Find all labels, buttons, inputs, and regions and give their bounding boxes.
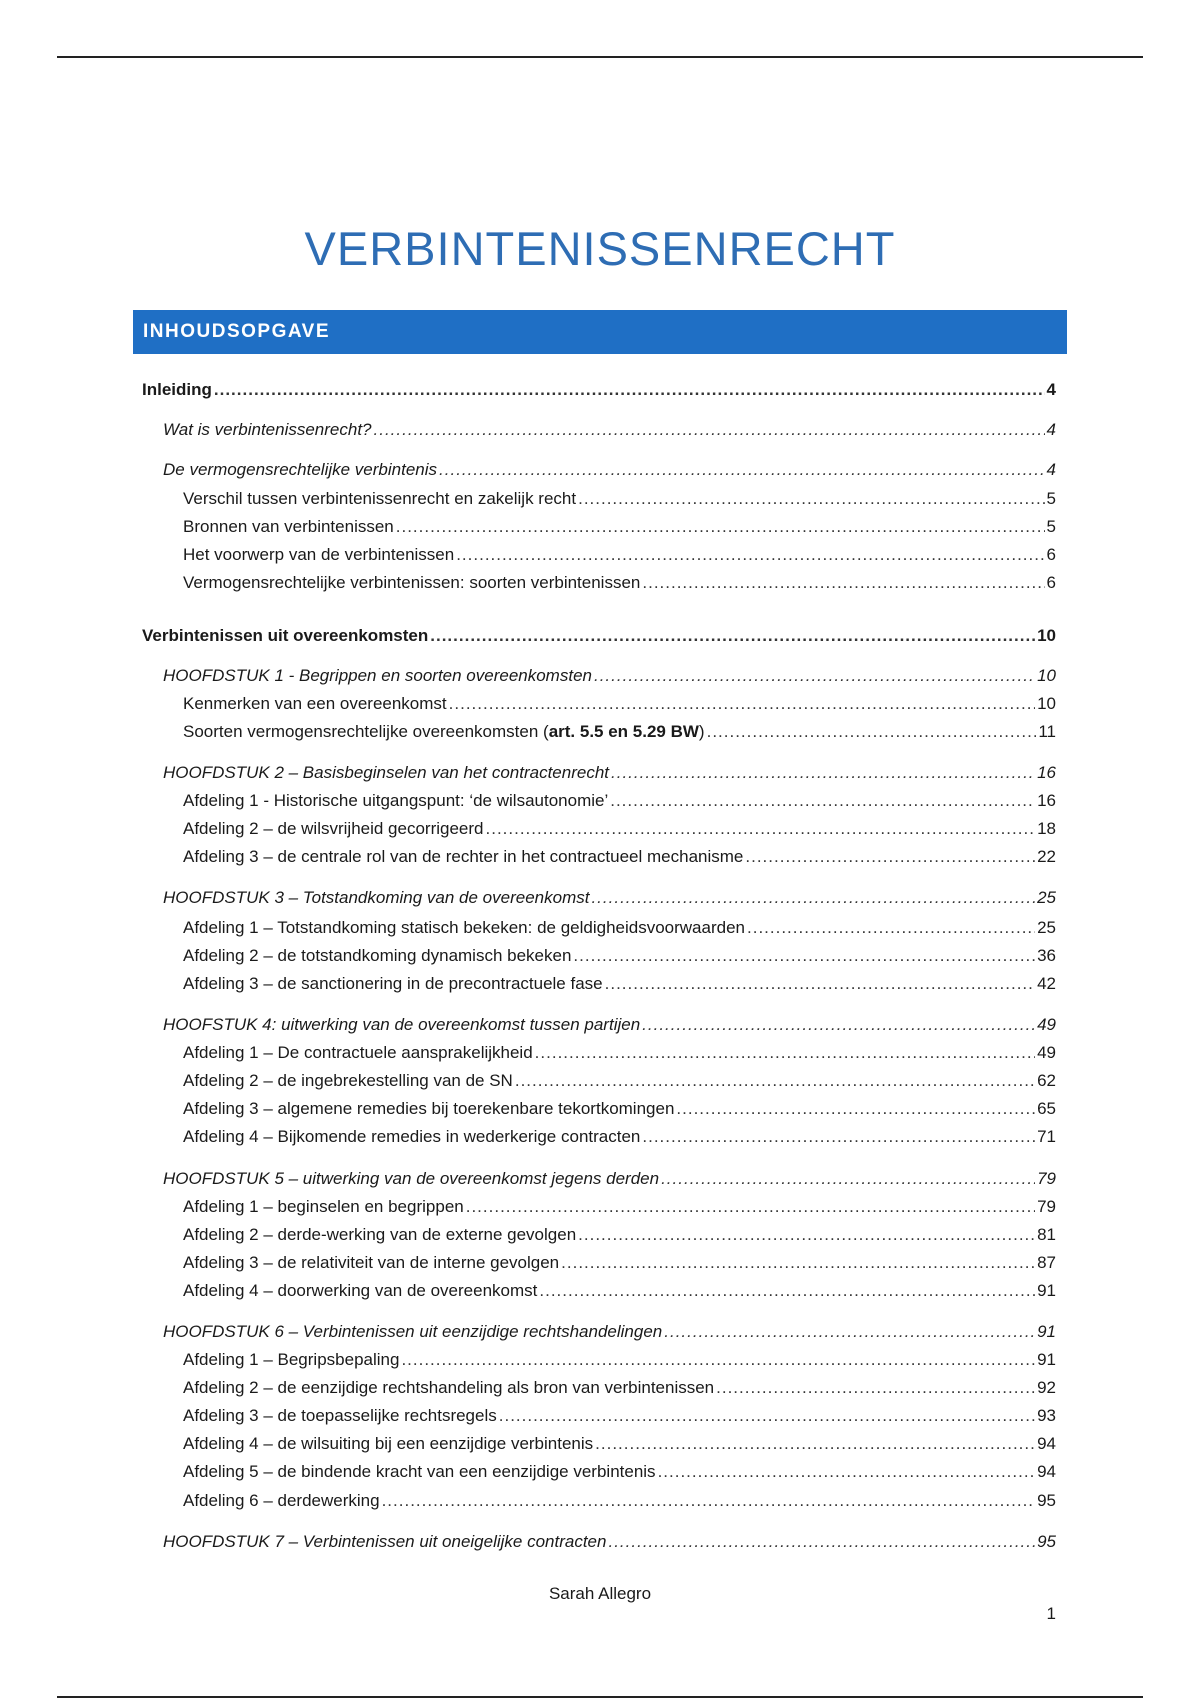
toc-entry-h4-afdeling-2[interactable] [183, 1070, 1056, 1092]
toc-dot-leader [439, 459, 1045, 481]
toc-dot-leader [747, 917, 1035, 939]
toc-dot-leader [382, 1490, 1036, 1512]
toc-entry-wat-is-verbintenissenrecht[interactable] [163, 419, 1056, 441]
toc-dot-leader [594, 665, 1035, 687]
toc-entry-page: 79 [1037, 1197, 1056, 1216]
toc-entry-label: Verschil tussen verbintenissenrecht en zakelijk recht [183, 489, 577, 508]
toc-entry-hoofdstuk-7[interactable] [163, 1531, 1056, 1553]
toc-entry-page: 4 [1046, 420, 1056, 439]
toc-entry-label: Afdeling 4 – doorwerking van de overeenkomst [183, 1281, 538, 1300]
toc-entry-page: 87 [1037, 1253, 1056, 1272]
toc-entry-label: Afdeling 1 - Historische uitgangspunt: ‘de wilsautonomie’ [183, 791, 609, 810]
toc-dot-leader [745, 846, 1035, 868]
toc-entry-label: Afdeling 2 – de wilsvrijheid gecorrigeerd [183, 819, 484, 838]
footer-author: Sarah Allegro [548, 1584, 652, 1603]
toc-entry-page: 42 [1037, 974, 1056, 993]
toc-entry-label-article: art. 5.5 en 5.29 BW [548, 722, 699, 741]
toc-dot-leader [578, 488, 1044, 510]
toc-entry-bronnen[interactable] [183, 516, 1056, 538]
toc-entry-label: HOOFDSTUK 3 – Totstandkoming van de overeenkomst [163, 888, 590, 907]
toc-entry-page: 91 [1037, 1281, 1056, 1300]
toc-dot-leader [578, 1224, 1035, 1246]
toc-entry-label: Afdeling 3 – de relativiteit van de interne gevolgen [183, 1253, 560, 1272]
toc-entry-h4-afdeling-1[interactable] [183, 1042, 1056, 1064]
toc-entry-h4-afdeling-3[interactable] [183, 1098, 1056, 1120]
toc-heading: INHOUDSOPGAVE [133, 310, 1067, 354]
toc-dot-leader [430, 625, 1035, 647]
toc-entry-page: 81 [1037, 1225, 1056, 1244]
toc-entry-page: 91 [1037, 1350, 1056, 1369]
toc-entry-page: 25 [1037, 918, 1056, 937]
toc-entry-h4-afdeling-4[interactable] [183, 1126, 1056, 1148]
toc-entry-page: 93 [1037, 1406, 1056, 1425]
toc-entry-page: 6 [1046, 545, 1056, 564]
toc-entry-label: Afdeling 2 – de totstandkoming dynamisch bekeken [183, 946, 572, 965]
toc-entry-h5-afdeling-3[interactable] [183, 1252, 1056, 1274]
toc-entry-h2-afdeling-3[interactable] [183, 846, 1056, 868]
toc-entry-page: 91 [1037, 1322, 1056, 1341]
toc-entry-soorten-overeenkomsten[interactable] [183, 721, 1056, 743]
toc-entry-label: Afdeling 3 – algemene remedies bij toerekenbare tekortkomingen [183, 1099, 675, 1118]
toc-entry-page: 10 [1037, 666, 1056, 685]
toc-entry-page: 49 [1037, 1015, 1056, 1034]
toc-entry-label: Afdeling 3 – de centrale rol van de rechter in het contractueel mechanisme [183, 847, 744, 866]
toc-entry-page: 94 [1037, 1434, 1056, 1453]
toc-entry-kenmerken[interactable] [183, 693, 1056, 715]
toc-entry-page: 62 [1037, 1071, 1056, 1090]
toc-entry-vermogensrechtelijke-verbintenis[interactable] [163, 459, 1056, 481]
toc-entry-inleiding[interactable] [142, 379, 1056, 401]
toc-entry-h6-afdeling-3[interactable] [183, 1405, 1056, 1427]
toc-entry-h2-afdeling-2[interactable] [183, 818, 1056, 840]
toc-entry-page: 25 [1037, 888, 1056, 907]
toc-entry-page: 94 [1037, 1462, 1056, 1481]
toc-entry-page: 65 [1037, 1099, 1056, 1118]
toc-entry-h3-afdeling-3[interactable] [183, 973, 1056, 995]
toc-entry-page: 95 [1037, 1491, 1056, 1510]
toc-entry-label: Afdeling 2 – de ingebrekestelling van de SN [183, 1071, 513, 1090]
toc-entry-h3-afdeling-2[interactable] [183, 945, 1056, 967]
toc-dot-leader [515, 1070, 1035, 1092]
toc-entry-page: 5 [1046, 489, 1056, 508]
toc-entry-label: Afdeling 4 – Bijkomende remedies in wederkerige contracten [183, 1127, 641, 1146]
toc-entry-label: Het voorwerp van de verbintenissen [183, 545, 455, 564]
toc-entry-hoofdstuk-5[interactable] [163, 1168, 1056, 1190]
toc-entry-h5-afdeling-1[interactable] [183, 1196, 1056, 1218]
toc-entry-label: Inleiding [142, 380, 212, 399]
toc-entry-label: Wat is verbintenissenrecht? [163, 420, 372, 439]
toc-entry-page: 79 [1037, 1169, 1056, 1188]
toc-dot-leader [449, 693, 1035, 715]
toc-entry-label: HOOFSTUK 4: uitwerking van de overeenkomst tussen partijen [163, 1015, 641, 1034]
toc-entry-label: Vermogensrechtelijke verbintenissen: soorten verbintenissen [183, 573, 641, 592]
toc-entry-hoofdstuk-4[interactable] [163, 1014, 1056, 1036]
toc-entry-page: 4 [1046, 380, 1056, 399]
toc-dot-leader [456, 544, 1044, 566]
toc-entry-h6-afdeling-5[interactable] [183, 1461, 1056, 1483]
toc-dot-leader [535, 1042, 1035, 1064]
toc-dot-leader [642, 572, 1044, 594]
toc-entry-hoofdstuk-3[interactable] [163, 887, 1056, 909]
toc-dot-leader [573, 945, 1035, 967]
toc-entry-page: 6 [1046, 573, 1056, 592]
toc-entry-h5-afdeling-2[interactable] [183, 1224, 1056, 1246]
toc-dot-leader [591, 887, 1035, 909]
toc-entry-label: Afdeling 4 – de wilsuiting bij een eenzijdige verbintenis [183, 1434, 594, 1453]
toc-entry-label: HOOFDSTUK 5 – uitwerking van de overeenkomst jegens derden [163, 1169, 660, 1188]
footer-page-number: 1 [1046, 1604, 1056, 1623]
footer-rule [57, 1696, 1143, 1698]
toc-dot-leader [539, 1280, 1035, 1302]
toc-entry-label: Afdeling 3 – de toepasselijke rechtsregels [183, 1406, 497, 1425]
toc-dot-leader [608, 1531, 1035, 1553]
document-title: VERBINTENISSENRECHT [304, 222, 896, 275]
toc-entry-label: Afdeling 1 – Totstandkoming statisch bekeken: de geldigheidsvoorwaarden [183, 918, 745, 937]
toc-entry-hoofdstuk-2[interactable] [163, 762, 1056, 784]
toc-dot-leader [401, 1349, 1035, 1371]
toc-entry-label: Afdeling 3 – de sanctionering in de precontractuele fase [183, 974, 603, 993]
toc-entry-label: Verbintenissen uit overeenkomsten [142, 626, 429, 645]
toc-entry-label: HOOFDSTUK 7 – Verbintenissen uit oneigelijke contracten [163, 1532, 607, 1551]
toc-entry-label: HOOFDSTUK 6 – Verbintenissen uit eenzijdige rechtshandelingen [163, 1322, 663, 1341]
toc-dot-leader [561, 1252, 1035, 1274]
toc-dot-leader [642, 1126, 1035, 1148]
toc-dot-leader [610, 790, 1035, 812]
toc-dot-leader [595, 1433, 1035, 1455]
toc-entry-label: Afdeling 1 – Begripsbepaling [183, 1350, 400, 1369]
toc-dot-leader [499, 1405, 1035, 1427]
toc-entry-page: 22 [1037, 847, 1056, 866]
toc-entry-page: 71 [1037, 1127, 1056, 1146]
toc-entry-page: 10 [1037, 694, 1056, 713]
toc-entry-label: Afdeling 2 – de eenzijdige rechtshandeling als bron van verbintenissen [183, 1378, 715, 1397]
table-of-contents [142, 0, 1056, 1700]
toc-entry-label: Afdeling 5 – de bindende kracht van een eenzijdige verbintenis [183, 1462, 656, 1481]
toc-dot-leader [716, 1377, 1035, 1399]
toc-entry-label: Afdeling 1 – De contractuele aansprakelijkheid [183, 1043, 533, 1062]
toc-dot-leader [466, 1196, 1035, 1218]
toc-dot-leader [676, 1098, 1035, 1120]
toc-entry-h6-afdeling-4[interactable] [183, 1433, 1056, 1455]
toc-dot-leader [707, 721, 1037, 743]
toc-dot-leader [605, 973, 1035, 995]
toc-entry-h6-afdeling-2[interactable] [183, 1377, 1056, 1399]
toc-entry-hoofdstuk-6[interactable] [163, 1321, 1056, 1343]
toc-entry-label-start: Soorten vermogensrechtelijke overeenkomsten ( [183, 722, 549, 741]
toc-entry-page: 11 [1038, 722, 1056, 741]
toc-dot-leader [374, 419, 1045, 441]
toc-entry-verschil[interactable] [183, 488, 1056, 510]
toc-entry-label: Kenmerken van een overeenkomst [183, 694, 447, 713]
toc-entry-page: 18 [1037, 819, 1056, 838]
toc-entry-label: Afdeling 6 – derdewerking [183, 1491, 380, 1510]
toc-entry-page: 4 [1046, 460, 1056, 479]
toc-entry-soorten-verbintenissen[interactable] [183, 572, 1056, 594]
toc-dot-leader [664, 1321, 1035, 1343]
toc-entry-h5-afdeling-4[interactable] [183, 1280, 1056, 1302]
toc-entry-page: 92 [1037, 1378, 1056, 1397]
toc-entry-label-end: ) [698, 722, 705, 741]
toc-entry-hoofdstuk-1[interactable] [163, 665, 1056, 687]
toc-entry-voorwerp[interactable] [183, 544, 1056, 566]
toc-entry-h6-afdeling-1[interactable] [183, 1349, 1056, 1371]
toc-dot-leader [642, 1014, 1035, 1036]
toc-dot-leader [396, 516, 1045, 538]
toc-entry-page: 5 [1046, 517, 1056, 536]
toc-dot-leader [214, 379, 1045, 401]
toc-entry-page: 49 [1037, 1043, 1056, 1062]
toc-entry-page: 16 [1037, 763, 1056, 782]
toc-entry-label: De vermogensrechtelijke verbintenis [163, 460, 438, 479]
toc-entry-label: Afdeling 2 – derde-werking van de externe gevolgen [183, 1225, 577, 1244]
toc-dot-leader [611, 762, 1035, 784]
toc-entry-h3-afdeling-1[interactable] [183, 917, 1056, 939]
toc-entry-page: 16 [1037, 791, 1056, 810]
toc-entry-label: HOOFDSTUK 1 - Begrippen en soorten overeenkomsten [163, 666, 592, 685]
toc-entry-verbintenissen-uit-overeenkomsten[interactable] [142, 625, 1056, 647]
toc-dot-leader [486, 818, 1036, 840]
toc-entry-label: Bronnen van verbintenissen [183, 517, 394, 536]
toc-entry-page: 10 [1037, 626, 1056, 645]
toc-entry-page: 95 [1037, 1532, 1056, 1551]
toc-entry-h6-afdeling-6[interactable] [183, 1490, 1056, 1512]
toc-entry-label [183, 721, 705, 743]
toc-dot-leader [658, 1461, 1036, 1483]
toc-entry-h2-afdeling-1[interactable] [183, 790, 1056, 812]
toc-entry-page: 36 [1037, 946, 1056, 965]
toc-entry-label: Afdeling 1 – beginselen en begrippen [183, 1197, 464, 1216]
toc-entry-label: HOOFDSTUK 2 – Basisbeginselen van het contractenrecht [163, 763, 609, 782]
toc-dot-leader [661, 1168, 1035, 1190]
